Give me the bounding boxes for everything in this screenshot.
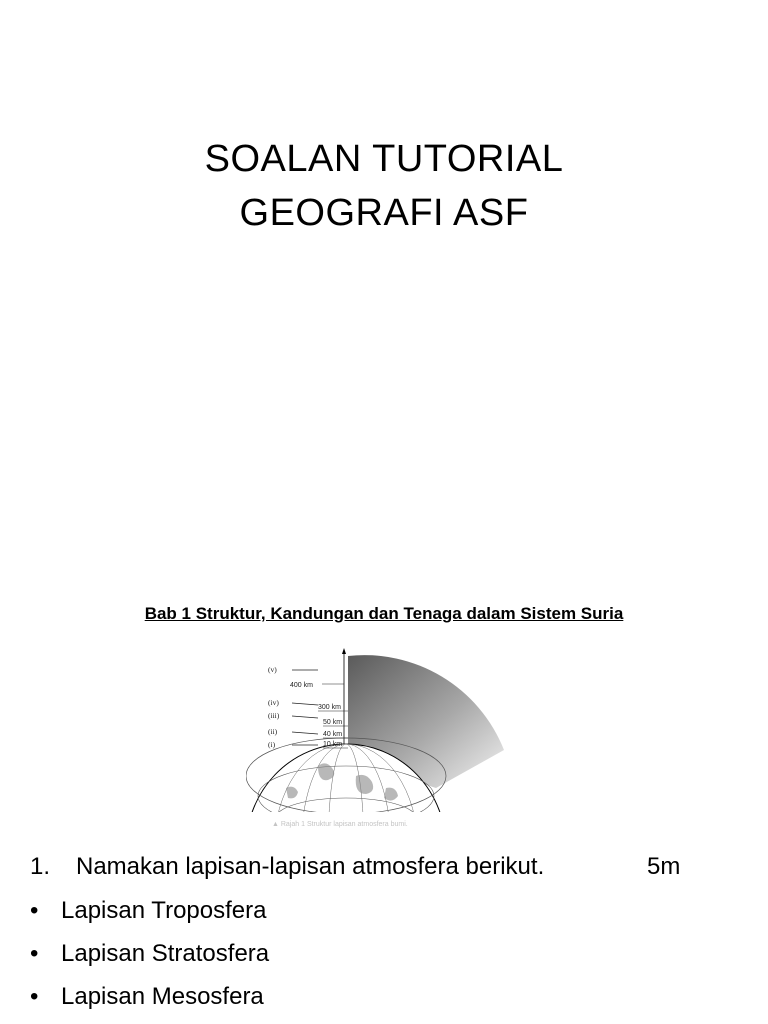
answer-text: Lapisan Troposfera <box>61 897 267 924</box>
figure-caption: ▲ Rajah 1 Struktur lapisan atmosfera bumi. <box>272 821 408 828</box>
title-line-1: SOALAN TUTORIAL <box>204 138 564 180</box>
altitude-400: 400 km <box>290 682 313 689</box>
level-roman-1: (i) <box>268 740 276 749</box>
question-marks: 5m <box>647 853 681 880</box>
bullet-icon: • <box>30 983 39 1010</box>
list-item <box>30 892 269 935</box>
altitude-300: 300 km <box>318 704 341 711</box>
answer-text: Lapisan Stratosfera <box>61 940 270 967</box>
chapter-heading: Bab 1 Struktur, Kandungan dan Tenaga dalam Sistem Suria <box>144 604 624 623</box>
list-item <box>30 978 269 1021</box>
title-line-2: GEOGRAFI ASF <box>239 192 529 234</box>
question-text: Namakan lapisan-lapisan atmosfera berikut. <box>76 853 545 880</box>
level-roman-3: (iii) <box>268 711 280 720</box>
axis-arrow-head <box>342 648 346 654</box>
altitude-40: 40 km <box>323 731 343 738</box>
answer-text: Lapisan Mesosfera <box>61 983 264 1010</box>
question-number: 1. <box>30 853 51 880</box>
atmosphere-diagram-svg <box>246 648 526 830</box>
altitude-50: 50 km <box>323 719 343 726</box>
list-item <box>30 935 269 978</box>
answer-list <box>30 892 269 1021</box>
level-roman-5: (v) <box>268 665 277 674</box>
level-labels <box>268 665 280 749</box>
question-1 <box>30 848 681 886</box>
altitude-10: 10 km <box>323 741 343 748</box>
slide-title <box>0 132 768 240</box>
level-roman-4: (iv) <box>268 698 279 707</box>
atmosphere-diagram <box>246 648 526 830</box>
bullet-icon: • <box>30 940 39 967</box>
level-roman-2: (ii) <box>268 727 278 736</box>
bullet-icon: • <box>30 897 39 924</box>
